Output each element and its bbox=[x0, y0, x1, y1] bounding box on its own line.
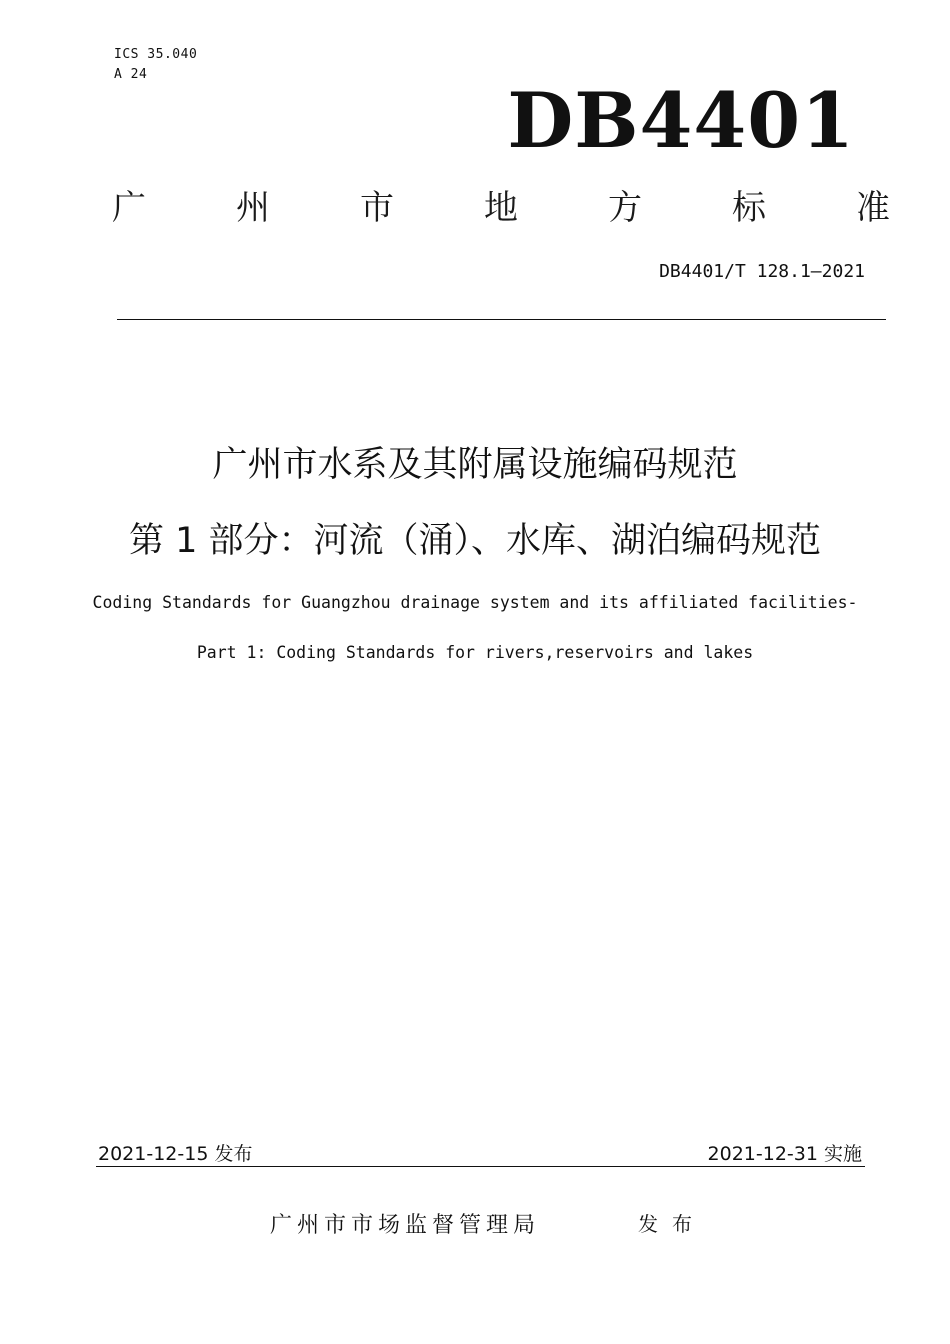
english-title-line-2: Part 1: Coding Standards for rivers,reservoirs and lakes bbox=[196, 643, 754, 662]
header-divider bbox=[117, 319, 886, 320]
ics-code: ICS 35.040 bbox=[114, 47, 198, 62]
standard-logo: DB4401 bbox=[507, 76, 855, 165]
document-title: 广州市水系及其附属设施编码规范 bbox=[212, 445, 738, 485]
document-subtitle: 第 1 部分：河流（涌）、水库、湖泊编码规范 bbox=[128, 521, 822, 561]
issue-date: 2021-12-15 发布 bbox=[98, 1143, 253, 1165]
implementation-date: 2021-12-31 实施 bbox=[707, 1143, 862, 1165]
standard-type-char: 州 bbox=[236, 188, 270, 228]
standard-type-char: 标 bbox=[732, 188, 766, 228]
standard-type-char: 地 bbox=[484, 188, 518, 228]
classification-code: A 24 bbox=[114, 67, 148, 82]
english-title-line-1: Coding Standards for Guangzhou drainage system and its affiliated facilities- bbox=[92, 593, 858, 612]
standard-type-char: 方 bbox=[608, 188, 642, 228]
standard-type-char: 广 bbox=[112, 188, 146, 228]
standard-type-heading bbox=[112, 186, 890, 230]
issue-label: 发布 bbox=[638, 1212, 706, 1236]
standard-type-char: 市 bbox=[360, 188, 394, 228]
standard-type-char: 准 bbox=[856, 188, 890, 228]
issuing-authority: 广州市市场监督管理局 bbox=[270, 1213, 541, 1238]
footer-divider bbox=[96, 1166, 865, 1167]
standard-number: DB4401/T 128.1—2021 bbox=[659, 261, 865, 282]
